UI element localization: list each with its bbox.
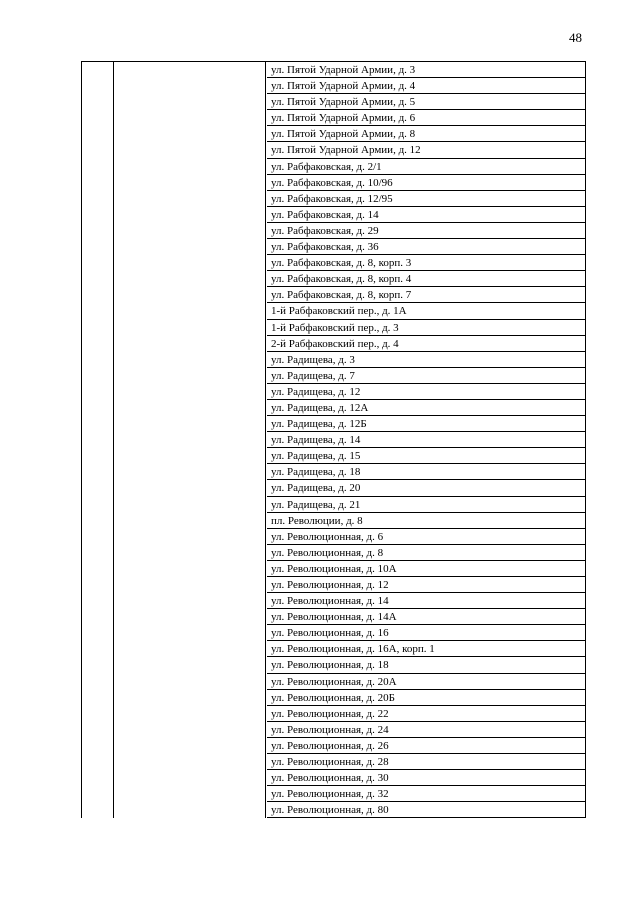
table-row: ул. Пятой Ударной Армии, д. 8 xyxy=(267,126,585,142)
table-row: ул. Пятой Ударной Армии, д. 6 xyxy=(267,110,585,126)
table-row: ул. Радищева, д. 3 xyxy=(267,352,585,368)
table-row: ул. Радищева, д. 21 xyxy=(267,497,585,513)
table-row: ул. Революционная, д. 32 xyxy=(267,786,585,802)
table-row: ул. Пятой Ударной Армии, д. 5 xyxy=(267,94,585,110)
table-column-addresses xyxy=(267,62,586,818)
table-row: ул. Пятой Ударной Армии, д. 12 xyxy=(267,142,585,158)
table-row: ул. Радищева, д. 12 xyxy=(267,384,585,400)
table-row: ул. Радищева, д. 12Б xyxy=(267,416,585,432)
table-row: ул. Радищева, д. 18 xyxy=(267,464,585,480)
table-row: ул. Радищева, д. 7 xyxy=(267,368,585,384)
table-row: ул. Революционная, д. 10А xyxy=(267,561,585,577)
table-row: ул. Революционная, д. 26 xyxy=(267,738,585,754)
table-row: ул. Революционная, д. 12 xyxy=(267,577,585,593)
table-row: ул. Радищева, д. 20 xyxy=(267,480,585,496)
table-row: ул. Революционная, д. 6 xyxy=(267,529,585,545)
table-row: ул. Революционная, д. 18 xyxy=(267,657,585,673)
table-row: ул. Рабфаковская, д. 14 xyxy=(267,207,585,223)
table-row: ул. Радищева, д. 14 xyxy=(267,432,585,448)
table-row: ул. Радищева, д. 12А xyxy=(267,400,585,416)
table-row: 2-й Рабфаковский пер., д. 4 xyxy=(267,336,585,352)
table-row: ул. Пятой Ударной Армии, д. 4 xyxy=(267,78,585,94)
table-row: ул. Пятой Ударной Армии, д. 3 xyxy=(267,62,585,78)
table-row: ул. Революционная, д. 80 xyxy=(267,802,585,818)
table-row: 1-й Рабфаковский пер., д. 3 xyxy=(267,320,585,336)
table-row: ул. Рабфаковская, д. 8, корп. 3 xyxy=(267,255,585,271)
table-row: ул. Радищева, д. 15 xyxy=(267,448,585,464)
table-row: ул. Революционная, д. 28 xyxy=(267,754,585,770)
table-row: ул. Рабфаковская, д. 29 xyxy=(267,223,585,239)
table-row: ул. Рабфаковская, д. 10/96 xyxy=(267,175,585,191)
address-table xyxy=(81,61,586,818)
table-row: ул. Революционная, д. 22 xyxy=(267,706,585,722)
table-row: ул. Революционная, д. 14 xyxy=(267,593,585,609)
table-row: ул. Рабфаковская, д. 2/1 xyxy=(267,159,585,175)
table-row: ул. Революционная, д. 30 xyxy=(267,770,585,786)
page-number: 48 xyxy=(569,30,582,45)
table-column-number xyxy=(82,62,114,818)
table-column-district xyxy=(114,62,266,818)
table-row: пл. Революции, д. 8 xyxy=(267,513,585,529)
table-row: ул. Рабфаковская, д. 8, корп. 4 xyxy=(267,271,585,287)
table-row: ул. Революционная, д. 24 xyxy=(267,722,585,738)
table-row: ул. Революционная, д. 16 xyxy=(267,625,585,641)
table-row: ул. Рабфаковская, д. 36 xyxy=(267,239,585,255)
table-row: ул. Революционная, д. 8 xyxy=(267,545,585,561)
table-row: ул. Революционная, д. 20Б xyxy=(267,690,585,706)
table-row: ул. Революционная, д. 16А, корп. 1 xyxy=(267,641,585,657)
table-row: ул. Рабфаковская, д. 12/95 xyxy=(267,191,585,207)
table-row: ул. Революционная, д. 14А xyxy=(267,609,585,625)
table-row: 1-й Рабфаковский пер., д. 1А xyxy=(267,303,585,319)
table-row: ул. Рабфаковская, д. 8, корп. 7 xyxy=(267,287,585,303)
table-row: ул. Революционная, д. 20А xyxy=(267,674,585,690)
